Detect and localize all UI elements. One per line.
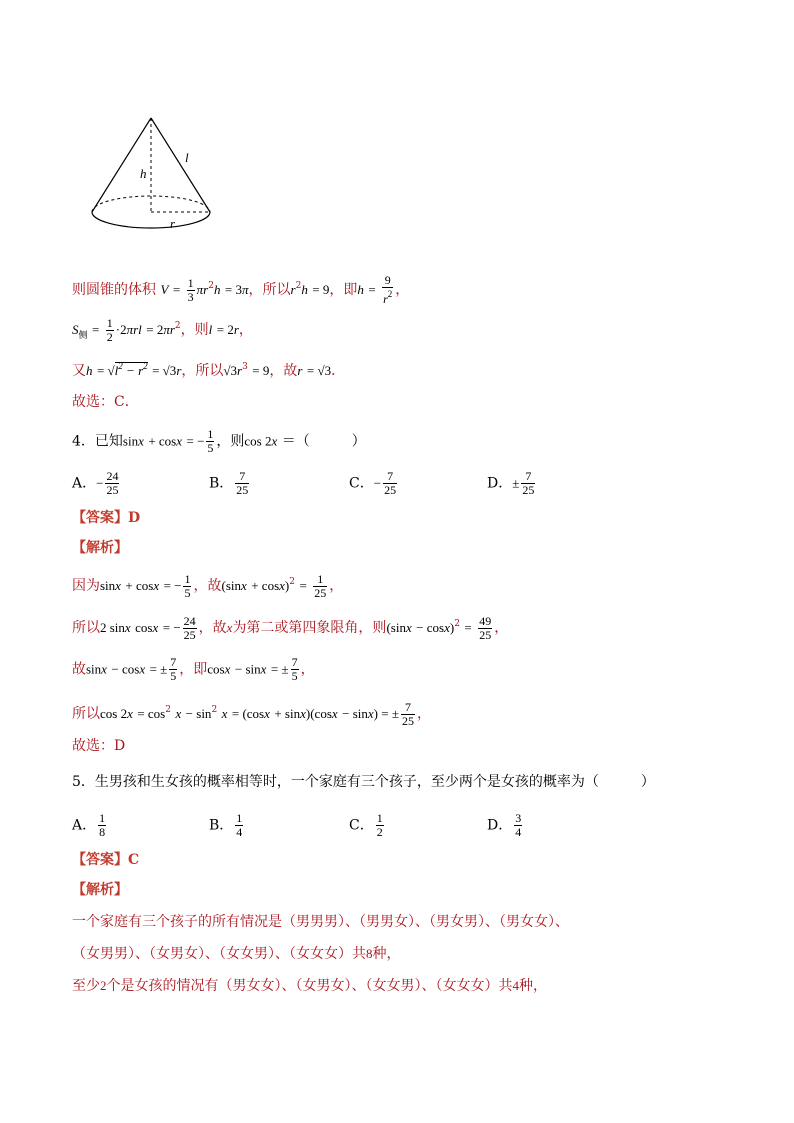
option-letter: C． — [349, 475, 374, 492]
frac-den: 4 — [236, 825, 243, 839]
q4-option-b[interactable]: B． $\frac{7}{25}$ — [209, 469, 249, 497]
cone-left-edge — [92, 118, 151, 212]
q4-final: 故选：D — [72, 738, 126, 754]
label-h: h — [140, 166, 147, 181]
q4-text: 故 — [72, 661, 86, 678]
q4-text: 所以 — [72, 706, 100, 722]
intro-text: ， — [395, 282, 410, 298]
frac-num: 1 — [99, 811, 106, 825]
intro-text: ，所以 — [181, 363, 224, 379]
q4-text: ， — [416, 706, 431, 722]
q5-line-3 — [72, 976, 547, 996]
frac-num: 1 — [376, 811, 383, 825]
q4-number: 4． — [72, 433, 95, 450]
q5-number: 5． — [72, 774, 95, 790]
q5-number-value: 4 — [512, 978, 519, 993]
intro-text: 则圆锥的体积 — [72, 282, 156, 298]
intro-line-3: 又$h = √l^2 - r^2 = √3r$，所以$√3r^3 = 9$，故r = √3． — [72, 361, 346, 379]
q4-text: ，故 — [198, 620, 227, 636]
frac-num: 3 — [515, 811, 522, 825]
q5-option-d[interactable] — [487, 812, 524, 839]
intro-text: ，则 — [180, 322, 209, 338]
q4-text: 已知 — [94, 433, 123, 450]
q4-variable: x — [226, 620, 233, 635]
frac-den: 4 — [515, 825, 522, 839]
q4-text: ， — [329, 578, 344, 594]
q4-step-3: 故sinx − cosx = ± $\frac{7}{5}$ ，即cosx − sinx = ± $\frac{7}{5}$ ， — [72, 655, 315, 683]
frac-den: 2 — [376, 825, 383, 839]
q5-option-b[interactable] — [209, 812, 245, 839]
cone-figure — [88, 112, 218, 237]
q4-text: 所以 — [72, 620, 100, 636]
q4-step-1: 因为sinx + cosx = − $\frac{1}{5}$ ，故$(\sin x + \cos x)^2$ = $\frac{1}{25}$ ， — [72, 571, 344, 600]
q4-answer-label: 【答案】D — [72, 510, 141, 526]
q5-number-value: 8 — [366, 946, 373, 961]
q5-text: （女男男）、（女男女）、（女女男）、（女女女）共 — [72, 946, 366, 962]
q4-option-d[interactable]: D．± $\frac{7}{25}$ — [487, 469, 535, 497]
intro-text: ． — [331, 363, 346, 379]
cone-right-edge — [151, 118, 210, 212]
intro-line-1: 则圆锥的体积 V = $\frac{1}{3}$ $\pi r^2h = 3\pi$，所以$r^2h = 9$，即h = $\frac{9}{r^2}$ ， — [72, 273, 410, 306]
q4-text: 因为 — [72, 578, 100, 594]
option-letter: C． — [349, 817, 374, 834]
option-letter: A． — [72, 475, 97, 492]
frac-num: 1 — [236, 811, 243, 825]
option-letter: B． — [209, 475, 234, 492]
q4-text: ，则 — [216, 433, 245, 450]
q5-text: 个是女孩的情况有（男女女）、（女男女）、（女女男）、（女女女）共 — [106, 978, 513, 994]
option-letter: D． — [487, 817, 513, 834]
q4-text: ， — [300, 661, 315, 678]
intro-text: 又 — [72, 363, 86, 379]
intro-text: ， — [238, 322, 253, 338]
q4-option-c[interactable]: C．− $\frac{7}{25}$ — [349, 469, 397, 497]
intro-text: ，故 — [269, 363, 298, 379]
intro-line-2: $S_侧$ = $\frac{1}{2}$ $\cdot 2\pi rl = 2\pi r^2$，则l = 2r， — [72, 315, 253, 344]
q5-answer-label: 【答案】C — [72, 852, 140, 868]
q4-stem: 4．已知sinx + cosx = − $\frac{1}{5}$ ，则cos 2x ＝（ ） — [72, 427, 366, 455]
q4-text: ＝（ ） — [281, 433, 366, 450]
intro-text: ，即 — [329, 282, 358, 298]
q5-option-c[interactable] — [349, 812, 386, 839]
option-letter: B． — [209, 817, 234, 834]
q4-analysis-label: 【解析】 — [72, 540, 128, 556]
label-l: l — [185, 150, 189, 165]
q5-number-value: 2 — [100, 978, 107, 993]
option-letter: A． — [72, 817, 97, 834]
q5-analysis-label: 【解析】 — [72, 882, 128, 898]
q4-text: 为第二或第四象限角，则 — [232, 620, 387, 636]
label-r: r — [170, 216, 176, 231]
q5-option-a[interactable] — [72, 812, 108, 839]
q4-text: ，即 — [179, 661, 208, 678]
frac-den: 8 — [99, 825, 106, 839]
option-letter: D． — [487, 475, 513, 492]
q4-option-a[interactable]: A．− $\frac{24}{25}$ — [72, 469, 119, 497]
q4-text: ，故 — [193, 578, 222, 594]
q4-step-2: 所以2 sinx cosx = − $\frac{24}{25}$ ，故x为第二或第四象限角，则$(\sin x - \cos x)^2$ = $\frac{49}{25}$ ， — [72, 613, 509, 642]
q5-line-2 — [72, 944, 401, 964]
q5-stem — [72, 772, 655, 792]
q5-line-1: 一个家庭有三个孩子的所有情况是（男男男）、（男男女）、（男女男）、（男女女）、 — [72, 914, 569, 930]
intro-answer: 故选：C． — [72, 394, 139, 410]
q5-text: 种， — [519, 978, 547, 994]
q5-text: 至少 — [72, 978, 100, 994]
intro-text: ，所以 — [248, 282, 291, 298]
q4-text: ， — [494, 620, 509, 636]
cone-base-front — [92, 212, 210, 228]
q5-text: 生男孩和生女孩的概率相等时，一个家庭有三个孩子，至少两个是女孩的概率为（ ） — [94, 774, 655, 790]
q4-step-4: 所以$\cos 2x = \cos^2 x - \sin^2 x = (\cos x + \sin x)(\cos x - \sin x)$ = ± $\frac{7}{25}$ ， — [72, 699, 431, 728]
q5-text: 种， — [372, 946, 401, 962]
